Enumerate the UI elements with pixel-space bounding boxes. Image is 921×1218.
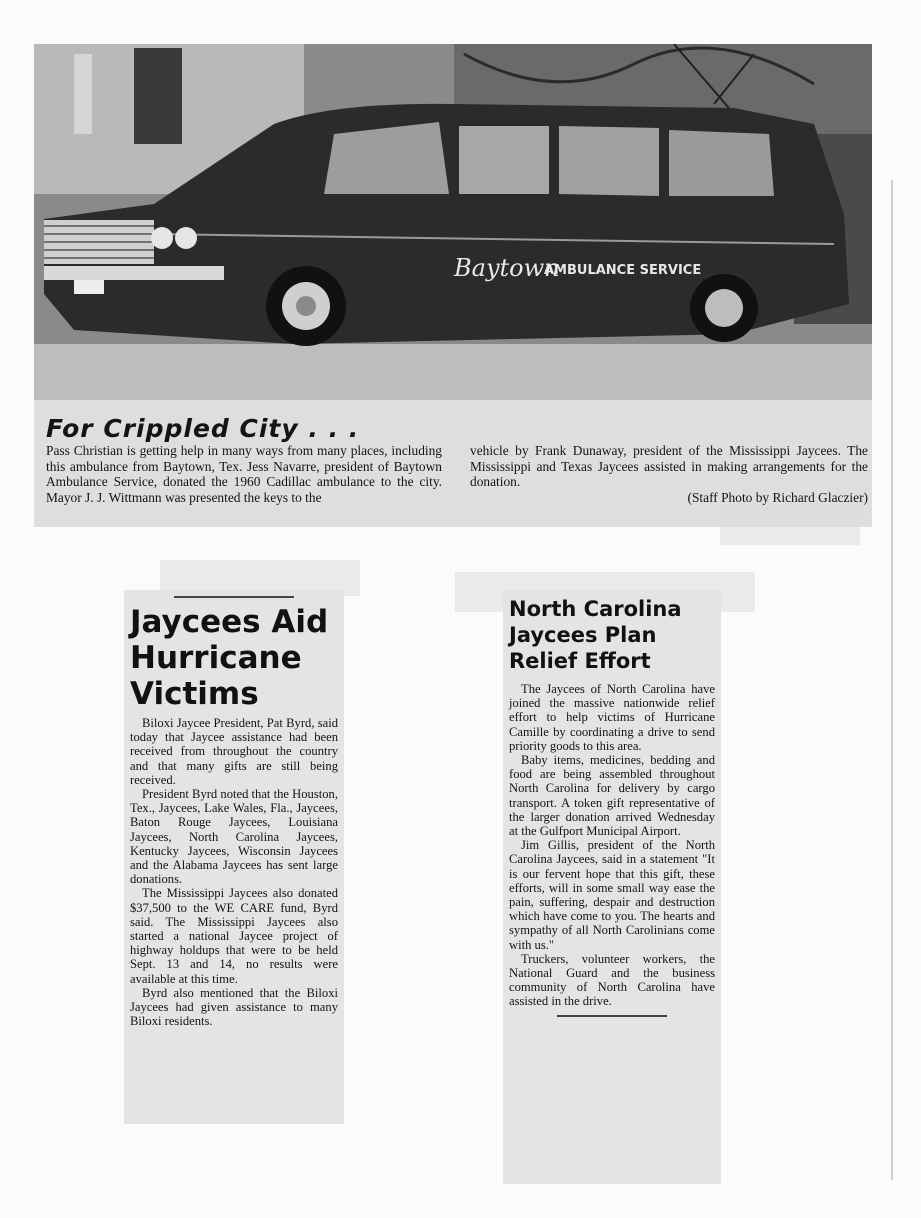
caption-right-text: vehicle by Frank Dunaway, president of the Mississippi Jaycees. The Mississippi and Texas Jaycees assisted in making arrangements for the donation. [470,443,868,489]
ambulance-lettering-script: Baytown [454,254,560,282]
article-body [130,716,338,1028]
caption-left-column: Pass Christian is getting help in many ways from many places, including this ambulance from Baytown, Tex. Jess Navarre, president of Baytown Ambulance Service, donated the 1960 Cadillac ambulance to the city. Mayor J. J. Wittmann was presented the keys to the [46,443,442,505]
photo-headline: For Crippled City . . . [46,414,360,443]
page-edge-line [891,180,893,1180]
tape-strip [720,505,860,545]
article-jaycees-aid [124,590,344,1124]
paragraph: President Byrd noted that the Houston, Tex., Jaycees, Lake Wales, Fla., Jaycees, Baton Rouge Jaycees, Louisiana Jaycees, North Carolina Jaycees, Kentucky Jaycees, Wisconsin Jaycees and the Alabama Jaycees has sent large donations. [130,787,338,887]
rule [557,1015,667,1017]
article-north-carolina [503,590,721,1184]
rule [174,596,294,598]
photo-clipping [34,44,872,527]
ambulance-lettering: AMBULANCE SERVICE [544,263,702,278]
article-body [509,682,715,1009]
paragraph: Baby items, medicines, bedding and food are being assembled throughout North Carolina for delivery by cargo transport. A token gift representative of the larger donation arrived Wednesday at the Gulfport Municipal Airport. [509,753,715,839]
paragraph: Byrd also mentioned that the Biloxi Jaycees had given assistance to many Biloxi residents. [130,985,338,1029]
photo-credit: (Staff Photo by Richard Glaczier) [687,489,868,505]
article-headline: North Carolina Jaycees Plan Relief Effort [509,597,682,673]
article-headline: Jaycees Aid Hurricane Victims [130,604,329,712]
paragraph: Biloxi Jaycee President, Pat Byrd, said today that Jaycee assistance had been received from throughout the country and that many gifts are still being received. [130,716,338,787]
ambulance-photo [34,44,872,400]
paragraph: Truckers, volunteer workers, the National Guard and the business community of North Carolina have assisted in the drive. [509,951,715,1009]
paragraph: The Mississippi Jaycees also donated $37,500 to the WE CARE fund, Byrd said. The Mississippi Jaycees also started a national Jaycee project of highway holdups that were to be held Sept. 13 and 14, no results were available at this time. [130,886,338,986]
caption-right-column [470,443,868,505]
paragraph: Jim Gillis, president of the North Carolina Jaycees, said in a statement "It is our fervent hope that this gift, these efforts, will in some small way ease the pain, suffering, despair and destruction which have come to you. The hearts and sympathy of all North Carolinians come with us." [509,838,715,952]
paragraph: The Jaycees of North Carolina have joined the massive nationwide relief effort to help victims of Hurricane Camille by coordinating a drive to send priority goods to this area. [509,682,715,753]
